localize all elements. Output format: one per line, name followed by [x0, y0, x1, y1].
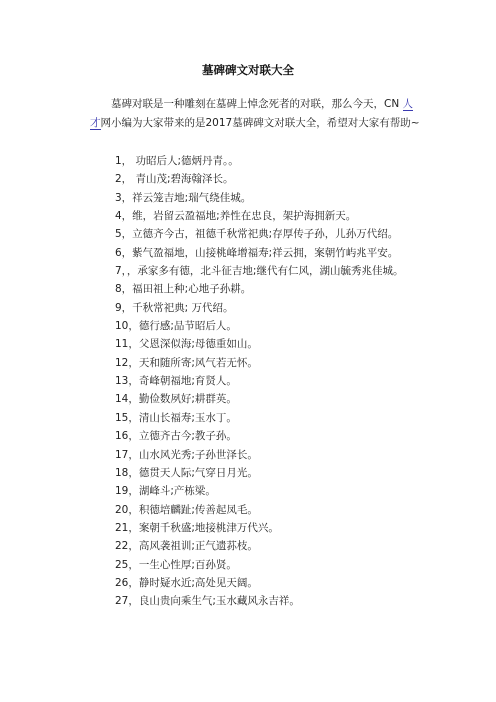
list-item: 26，静时疑水近;高处见天阔。 — [115, 576, 258, 589]
list-item: 7，，承家多有德，北斗征吉地;继代有仁风，湖山毓秀兆佳城。 — [115, 265, 404, 278]
list-item: 5，立德齐今古，祖德千秋常祀典;存厚传子孙，儿孙万代绍。 — [115, 228, 399, 241]
list-item: 13，奇峰朝福地;育贤人。 — [115, 375, 237, 388]
list-item: 9，千秋常祀典; 万代绍。 — [115, 301, 234, 314]
list-item: 6，紫气盈福地，山接桃峰增福寿;祥云拥，案朝竹屿兆平安。 — [115, 246, 399, 259]
intro-text-after: 网小编为大家带来的是2017墓碑碑文对联大全，希望对大家有帮助~ — [100, 116, 420, 129]
talent-link[interactable]: 人才 — [90, 98, 414, 129]
intro-paragraph — [90, 95, 420, 132]
list-item: 2， 青山茂;碧海翰泽长。 — [115, 173, 234, 186]
list-item: 21，案朝千秋盛;地接桃津万代兴。 — [115, 521, 279, 534]
list-item: 16，立德齐古今;教子孙。 — [115, 430, 237, 443]
list-item: 27，良山贵向乘生气;玉水藏风永吉祥。 — [115, 595, 300, 608]
list-item: 3，祥云笼吉地;瑞气绕佳城。 — [115, 191, 252, 204]
intro-text-before: 墓碑对联是一种雕刻在墓碑上悼念死者的对联，那么今天，CN — [111, 98, 403, 110]
list-item: 14，勤俭数夙好;耕群英。 — [115, 393, 237, 406]
list-item: 15，清山长福寿;玉水丁。 — [115, 411, 237, 424]
list-item: 11，父恩深似海;母德重如山。 — [115, 338, 258, 351]
list-item: 10，德行感;品节昭后人。 — [115, 320, 237, 333]
list-item: 1， 功昭后人;德炳丹青。。 — [115, 155, 239, 167]
page-title: 墓碑碑文对联大全 — [202, 63, 294, 77]
list-item: 18，德贯天人际;气穿日月光。 — [115, 466, 258, 479]
list-item: 20，积德培麟趾;传善起凤毛。 — [115, 503, 258, 516]
list-item: 4，维，岩留云盈福地;养性在忠良，架护海拥新天。 — [115, 210, 357, 223]
list-item: 8，福田祖上种;心地子孙耕。 — [115, 283, 252, 296]
list-item: 25，一生心性厚;百孙贤。 — [115, 558, 237, 571]
list-item: 19，湖峰斗;产栋梁。 — [115, 485, 216, 498]
list-item: 22，高风袭祖训;正气遗荪枝。 — [115, 540, 258, 553]
list-item: 12，天和随所寄;风气若无怀。 — [115, 356, 258, 369]
list-item: 17，山水风光秀;子孙世泽长。 — [115, 448, 258, 461]
couplet-list — [115, 152, 435, 611]
